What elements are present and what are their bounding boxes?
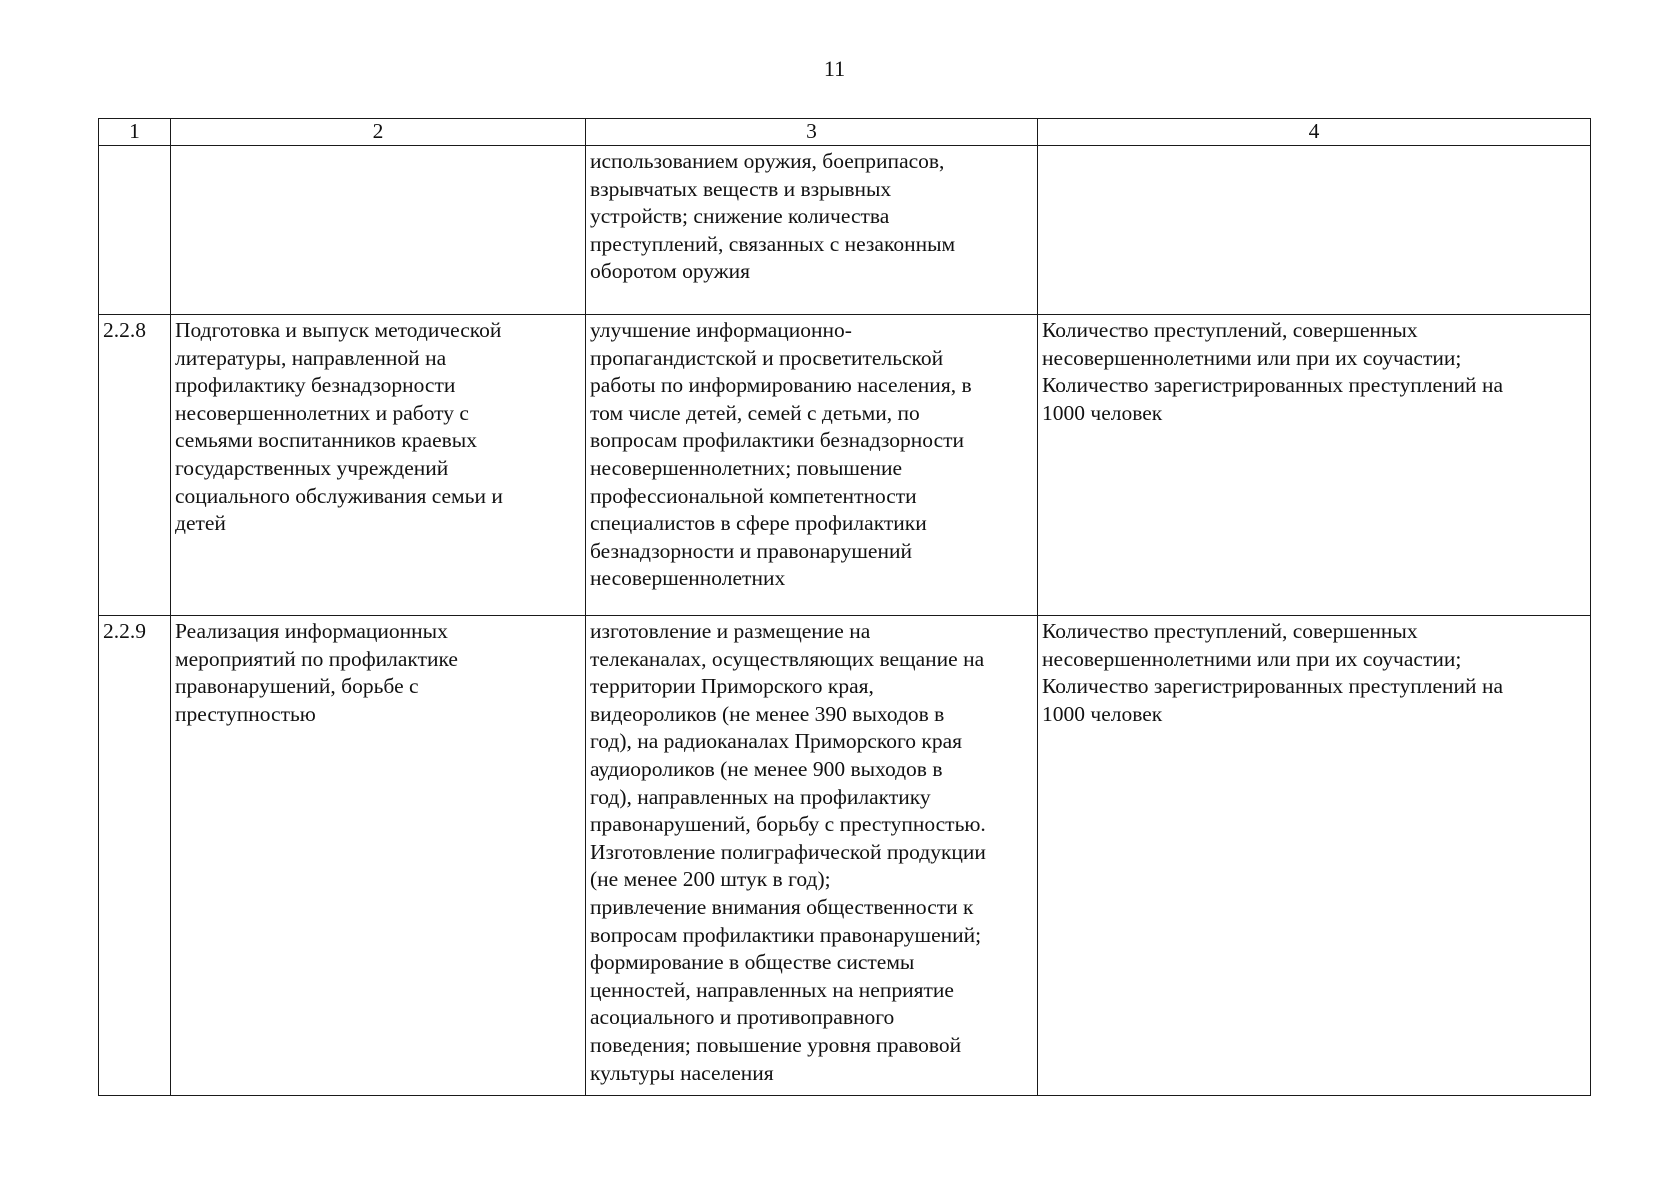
table-row xyxy=(99,315,1591,616)
column-number-3: 3 xyxy=(586,119,1038,146)
measure-title-cell: Подготовка и выпуск методической литературы, направленной на профилактику безнадзорности несовершеннолетних и работу с семьями воспитанников краевых государственных учреждений социального обслуживания семьи и детей xyxy=(171,315,586,616)
measure-title-cell xyxy=(171,146,586,315)
row-number-cell: 2.2.9 xyxy=(99,616,171,1096)
table-row xyxy=(99,616,1591,1096)
indicator-cell: Количество преступлений, совершенных несовершеннолетними или при их соучастии; Количество зарегистрированных преступлений на 1000 человек xyxy=(1038,616,1591,1096)
page-number: 11 xyxy=(823,56,846,81)
expected-result-cell: изготовление и размещение на телеканалах, осуществляющих вещание на территории Приморского края, видеороликов (не менее 390 выходов в год), на радиоканалах Приморского края аудиороликов (не менее 900 выходов в год), направленных на профилактику правонарушений, борьбу с преступностью. Изготовление полиграфической продукции (не менее 200 штук в год); привлечение внимания общественности к вопросам профилактики правонарушений; формирование в обществе системы ценностей, направленных на неприятие асоциального и противоправного поведения; повышение уровня правовой культуры населения xyxy=(586,616,1038,1096)
row-number-cell xyxy=(99,146,171,315)
measure-title-cell: Реализация информационных мероприятий по профилактике правонарушений, борьбе с преступностью xyxy=(171,616,586,1096)
table-row xyxy=(99,146,1591,315)
table-header-row xyxy=(99,119,1591,146)
expected-result-cell: улучшение информационно- пропагандистской и просветительской работы по информированию населения, в том числе детей, семей с детьми, по вопросам профилактики безнадзорности несовершеннолетних; повышение профессиональной компетентности специалистов в сфере профилактики безнадзорности и правонарушений несовершеннолетних xyxy=(586,315,1038,616)
column-number-1: 1 xyxy=(99,119,171,146)
column-number-2: 2 xyxy=(171,119,586,146)
expected-result-cell: использованием оружия, боеприпасов, взрывчатых веществ и взрывных устройств; снижение количества преступлений, связанных с незаконным оборотом оружия xyxy=(586,146,1038,315)
column-number-4: 4 xyxy=(1038,119,1591,146)
row-number-cell: 2.2.8 xyxy=(99,315,171,616)
indicator-cell xyxy=(1038,146,1591,315)
measures-table xyxy=(98,118,1591,1096)
indicator-cell: Количество преступлений, совершенных несовершеннолетними или при их соучастии; Количество зарегистрированных преступлений на 1000 человек xyxy=(1038,315,1591,616)
